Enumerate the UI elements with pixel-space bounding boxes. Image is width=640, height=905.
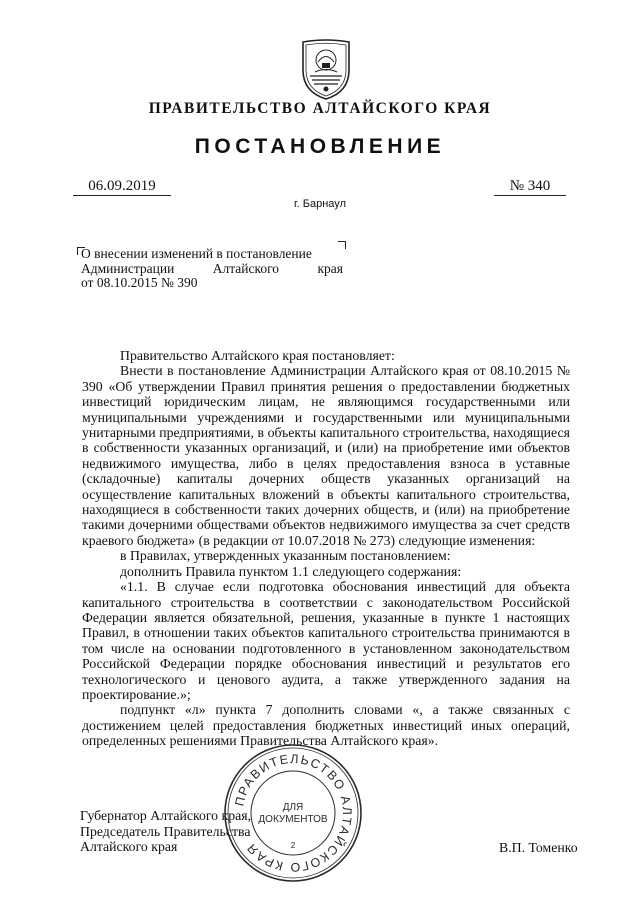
coat-of-arms-icon <box>297 36 355 102</box>
body-paragraph: в Правилах, утвержденных указанным постановлением: <box>120 548 451 564</box>
body-paragraph: Внести в постановление Администрации Алтайского края от 08.10.2015 № 390 «Об утверждении Правил принятия решения о предоставлении бюджетных инвестиций юридическим лицам, не являющимся государственными или муниципальными учреждениями и государственными или муниципальными унитарными предприятиями, в объекты капитального строительства, находящиеся в собственности указанных организаций, и (или) на приобретение ими объектов недвижимого имущества, либо в целях предоставления взноса в уставные (складочные) капиталы дочерних обществ указанных организаций на осуществление капитальных вложений в объекты капитального строительства, находящиеся в собственности таких дочерних обществ, и (или) на приобретение такими дочерними обществами объектов недвижимого имущества за счет средств краевого бюджета» (в редакции от 10.07.2018 № 273) следующие изменения: <box>82 363 570 548</box>
document-subject <box>81 247 343 291</box>
stamp-center-line-2: ДОКУМЕНТОВ <box>258 814 328 825</box>
stamp-ring-text: ПРАВИТЕЛЬСТВО АЛТАЙСКОГО КРАЯ <box>232 751 355 875</box>
signatory-name: В.П. Томенко <box>499 840 578 855</box>
body-paragraph: подпункт «л» пункта 7 дополнить словами «, а также связанных с достижением целей предоставления бюджетных инвестиций иных операций, определенных решениями Правительства Алтайского края». <box>82 702 570 749</box>
signatory-position-line: Губернатор Алтайского края, <box>80 808 252 823</box>
body-intro: Правительство Алтайского края постановляет: <box>120 348 395 363</box>
government-title: ПРАВИТЕЛЬСТВО АЛТАЙСКОГО КРАЯ <box>148 100 492 117</box>
subject-word: Алтайского <box>212 260 280 276</box>
signatory-position-line: Председатель Правительства <box>80 823 251 839</box>
document-date: 06.09.2019 <box>73 178 171 196</box>
document-type-title: ПОСТАНОВЛЕНИЕ <box>194 135 446 158</box>
subject-line-2 <box>81 262 343 277</box>
subject-line-3: от 08.10.2015 № 390 <box>81 275 198 290</box>
official-stamp-icon <box>222 742 364 884</box>
signatory-position-line: Алтайского края <box>80 839 178 854</box>
document-number: № 340 <box>494 178 566 196</box>
subject-word: края <box>317 260 343 276</box>
body-paragraph: «1.1. В случае если подготовка обоснования инвестиций для объекта капитального строительства в соответствии с законодательством Российской Федерации является обязательной, решения, указанные в пункте 1 настоящих Правил, в отношении таких объектов капитального строительства принимаются в том числе на основании подготовленного в установленном законодательством Российской Федерации порядке обоснования инвестиций и результатов его технологического и ценового аудита, а также утвержденного задания на проектирование.»; <box>82 579 570 702</box>
stamp-center-line-1: ДЛЯ <box>282 802 304 813</box>
document-city: г. Барнаул <box>294 198 346 210</box>
stamp-number: 2 <box>290 841 296 850</box>
body-paragraph: дополнить Правила пунктом 1.1 следующего содержания: <box>120 563 462 579</box>
subject-line-1: О внесении изменений в постановление <box>81 246 312 261</box>
subject-word: Администрации <box>81 260 175 276</box>
document-body <box>82 348 570 749</box>
